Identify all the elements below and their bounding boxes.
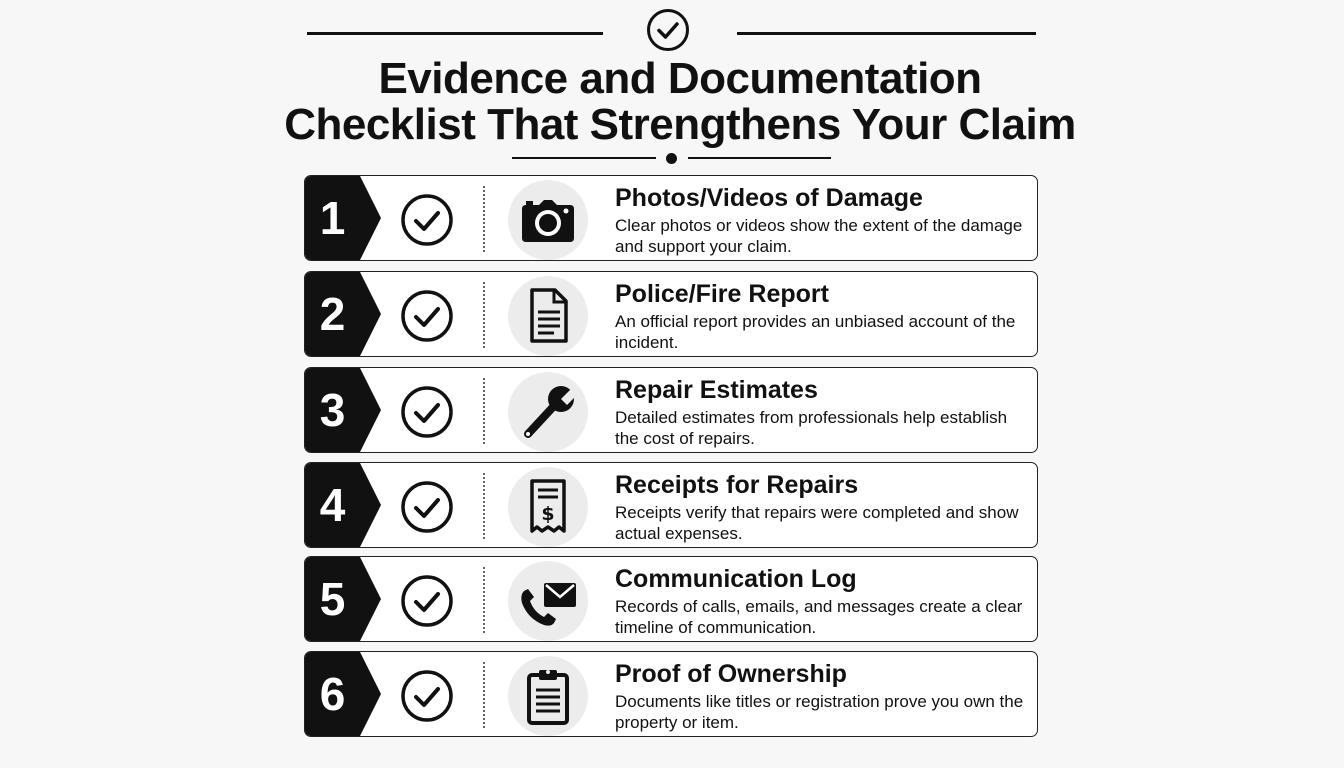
dotted-divider (483, 567, 485, 633)
item-number: 4 (319, 479, 346, 531)
phone-envelope-icon (508, 561, 588, 641)
check-icon (400, 480, 454, 534)
item-description: Detailed estimates from professionals help establish the cost of repairs. (615, 408, 1008, 448)
check-icon (400, 385, 454, 439)
item-number: 1 (319, 192, 346, 244)
top-rule-left (307, 32, 603, 35)
item-title: Communication Log (615, 565, 857, 593)
checklist-item-5 (304, 556, 1038, 642)
item-title: Repair Estimates (615, 376, 818, 404)
item-description: Clear photos or videos show the extent of the damage and support your claim. (615, 216, 1023, 256)
dotted-divider (483, 282, 485, 348)
item-number: 5 (319, 573, 346, 625)
item-number: 3 (319, 384, 346, 436)
check-icon (400, 193, 454, 247)
dotted-divider (483, 186, 485, 252)
checklist-item-1 (304, 175, 1038, 261)
checklist-item-4 (304, 462, 1038, 548)
title-line-2: Checklist That Strengthens Your Claim (284, 100, 1076, 149)
checklist-item-6 (304, 651, 1038, 737)
subtitle-rule-right (688, 157, 831, 159)
check-icon (400, 289, 454, 343)
dotted-divider (483, 473, 485, 539)
item-number: 6 (319, 668, 346, 720)
item-number: 2 (319, 288, 346, 340)
receipt-icon (508, 467, 588, 547)
subtitle-rule-left (512, 157, 656, 159)
svg-text:$: $ (541, 503, 555, 525)
dotted-divider (483, 662, 485, 728)
item-description: An official report provides an unbiased account of the incident. (615, 312, 1016, 352)
camera-icon (508, 180, 588, 260)
page-title (280, 56, 1080, 148)
item-title: Proof of Ownership (615, 660, 847, 688)
item-title: Police/Fire Report (615, 280, 829, 308)
checklist-item-2 (304, 271, 1038, 357)
item-description: Records of calls, emails, and messages create a clear timeline of communication. (615, 597, 1023, 637)
item-title: Photos/Videos of Damage (615, 184, 923, 212)
top-rule-right (737, 32, 1036, 35)
wrench-icon (508, 372, 588, 452)
check-icon (400, 669, 454, 723)
item-description: Receipts verify that repairs were completed and show actual expenses. (615, 503, 1019, 543)
subtitle-dot (666, 153, 677, 164)
item-description: Documents like titles or registration prove you own the property or item. (615, 692, 1024, 732)
clipboard-icon (508, 656, 588, 736)
check-icon (400, 574, 454, 628)
title-line-1: Evidence and Documentation (378, 54, 982, 103)
item-title: Receipts for Repairs (615, 471, 859, 499)
document-icon (508, 276, 588, 356)
checklist-item-3 (304, 367, 1038, 453)
dotted-divider (483, 378, 485, 444)
header-check-icon (646, 8, 690, 52)
